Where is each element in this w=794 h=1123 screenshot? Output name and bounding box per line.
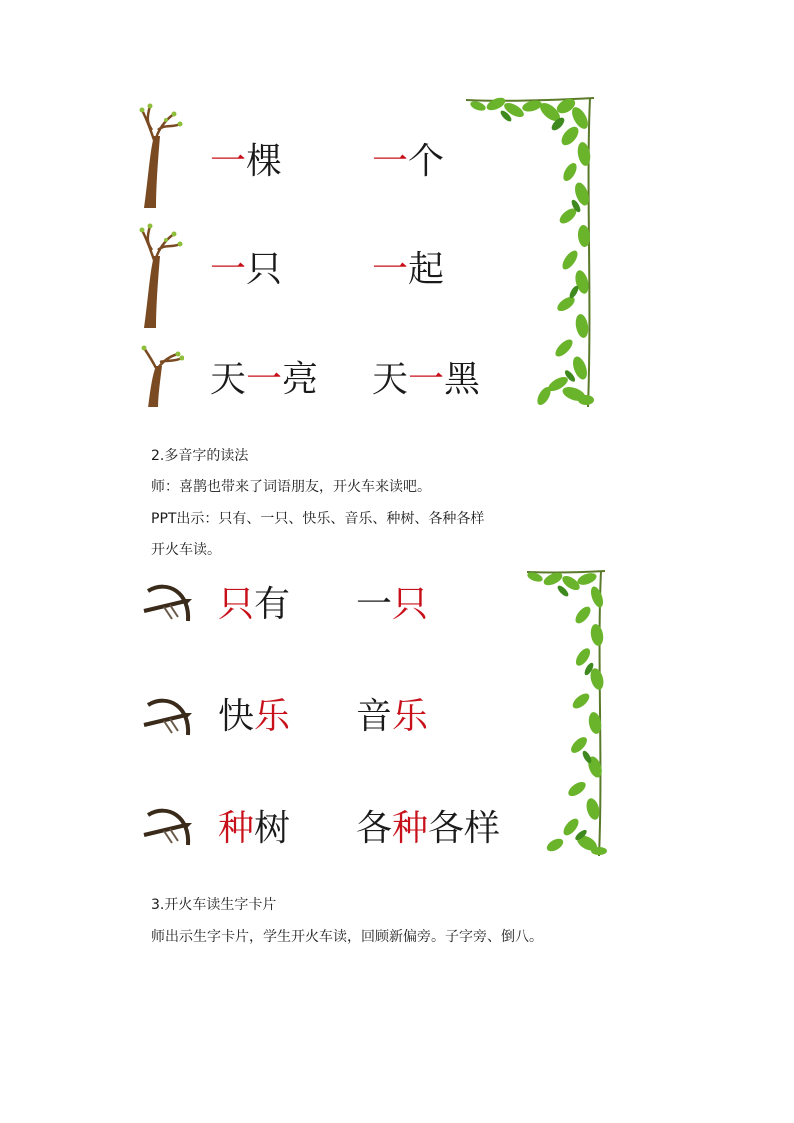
char: 样 [464,808,501,849]
leafy-vine-decoration [527,569,607,856]
section-heading: 2.多音字的读法 [151,448,249,464]
tree-branch-icon [138,220,184,328]
crossbow-arrow-icon [142,581,194,627]
char: 一 [356,584,393,625]
word-card [372,249,445,290]
char: 只 [246,249,283,290]
word-card [210,141,283,182]
word-card [210,359,319,400]
char: 天 [210,359,247,400]
char: 快 [218,696,255,737]
section-heading: 3.开火车读生字卡片 [151,897,277,913]
char: 一 [210,141,247,182]
word-card [372,359,481,400]
char: 只 [392,584,429,625]
char: 个 [408,141,445,182]
paragraph: 开火车读。 [151,542,221,558]
char: 起 [408,249,445,290]
slide-word-cards-yi [138,96,596,407]
paragraph: 师出示生字卡片，学生开火车读，回顾新偏旁。子字旁、倒八。 [151,929,543,945]
char: 音 [356,696,393,737]
word-card [356,696,429,737]
char: 一 [372,141,409,182]
word-card [218,808,291,849]
paragraph: PPT出示：只有、一只、快乐、音乐、种树、各种各样 [151,511,485,527]
crossbow-arrow-icon [142,805,194,851]
char: 种 [218,808,255,849]
char: 各 [356,808,393,849]
word-card [210,249,283,290]
char: 有 [254,584,291,625]
char: 种 [392,808,429,849]
char: 亮 [282,359,319,400]
word-card [372,141,445,182]
slide-polyphone-cards [140,569,607,856]
leafy-vine-decoration [466,96,596,407]
tree-branch-icon [138,100,184,208]
char: 一 [246,359,283,400]
crossbow-arrow-icon [142,695,194,741]
char: 黑 [444,359,481,400]
char: 天 [372,359,409,400]
char: 一 [408,359,445,400]
char: 只 [218,584,255,625]
char: 乐 [254,696,291,737]
word-card [218,584,291,625]
paragraph: 师：喜鹊也带来了词语朋友，开火车来读吧。 [151,479,431,495]
word-card [356,584,429,625]
word-card [218,696,291,737]
char: 棵 [246,141,283,182]
char: 各 [428,808,465,849]
char: 一 [210,249,247,290]
char: 树 [254,808,291,849]
word-card [356,808,501,849]
char: 乐 [392,696,429,737]
char: 一 [372,249,409,290]
tree-branch-icon [138,344,184,407]
